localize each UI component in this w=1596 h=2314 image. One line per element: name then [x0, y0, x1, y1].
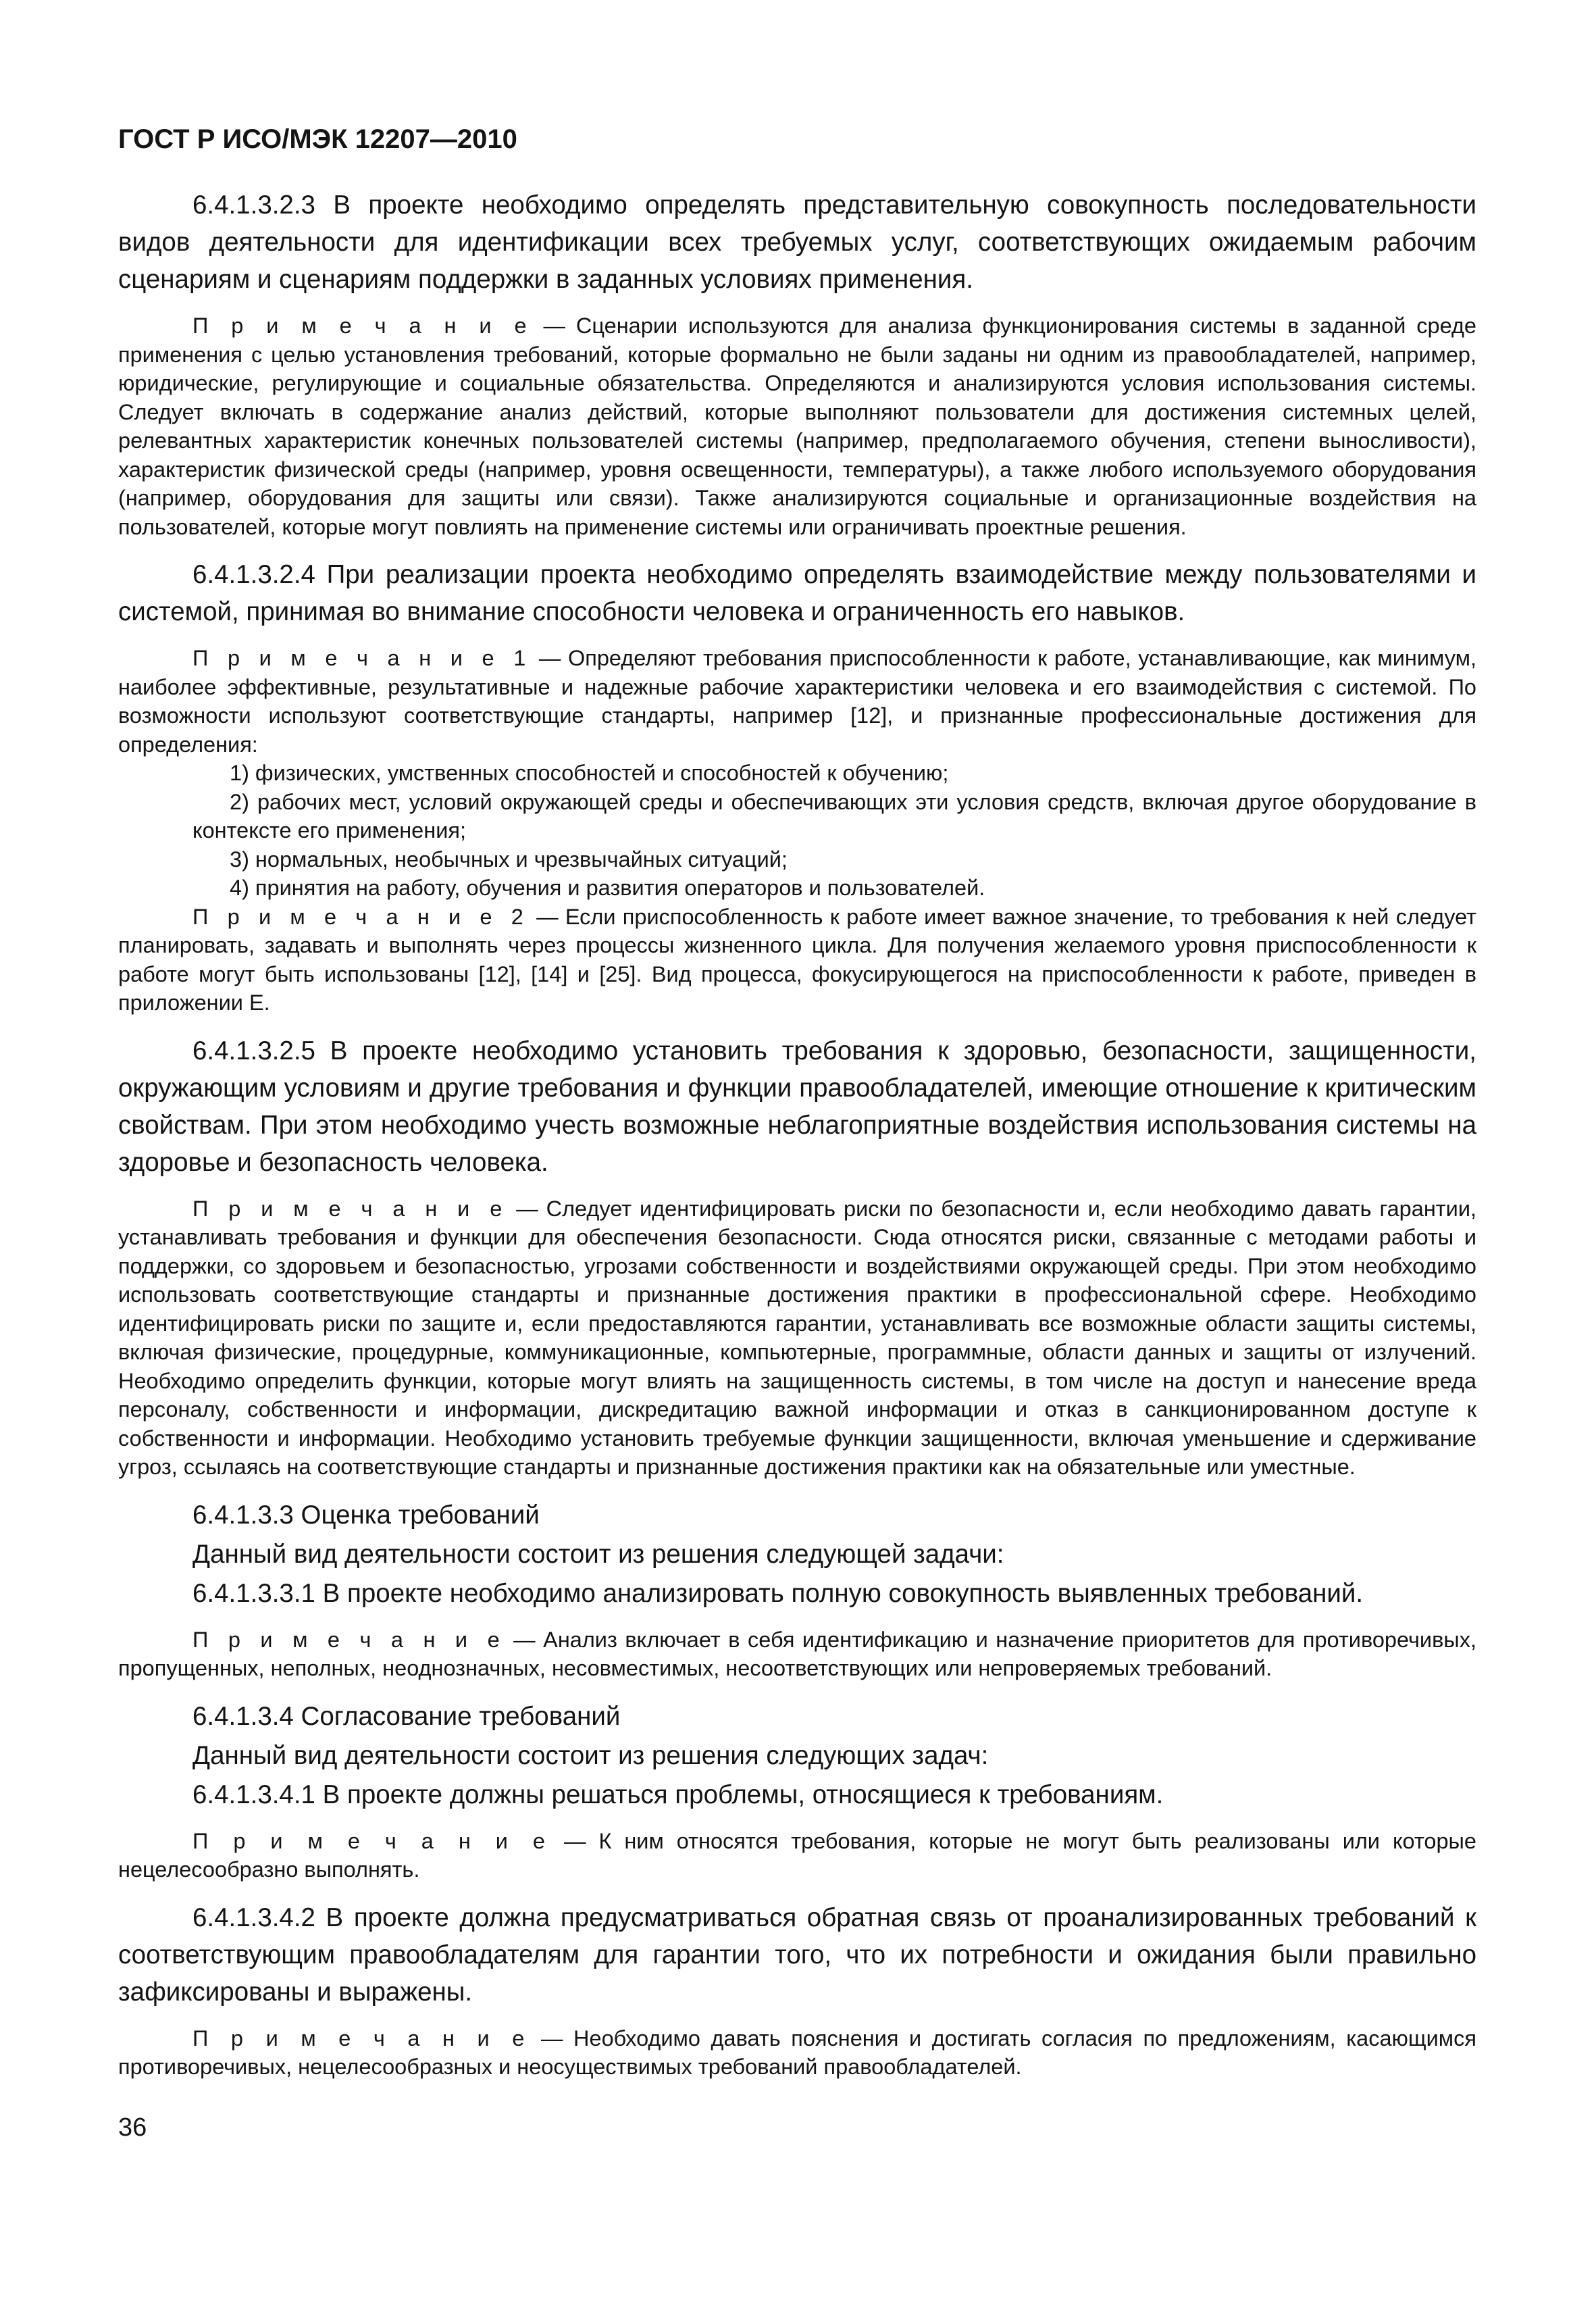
note-text: — Если приспособленность к работе имеет важное значение, то требования к ней следует планировать, задавать и выполнять через процессы жизненного цикла. Для получения желаемого уровня приспособленности к работе могут быть использованы [12], [14] и [25]. Вид процесса, фокусирующегося на приспособленности к работе, приведен в приложении Е. — [118, 904, 1477, 1015]
clause-intro: Данный вид деятельности состоит из решения следующей задачи: — [192, 1539, 1004, 1569]
note-infeasible — [118, 1827, 1476, 1884]
clause-6-4-1-3-2-3: 6.4.1.3.2.3 В проекте необходимо определять представительную совокупность последовательности видов деятельности для идентификации всех требуемых услуг, соответствующих ожидаемым рабочим сценариям и сценариям поддержки в заданных условиях применения. — [118, 191, 1476, 294]
note-clarification — [118, 2024, 1476, 2082]
note-text: — Определяют требования приспособленности к работе, устанавливающие, как минимум, наиболее эффективные, результативные и надежные рабочие характеристики человека и его взаимодействия с системой. По возможности используют соответствующие стандарты, например [12], и признанные профессиональные достижения для определения: — [118, 646, 1477, 757]
note-analysis — [118, 1626, 1476, 1683]
note-label: П р и м е ч а н и е 1 — [192, 646, 532, 670]
note-label: П р и м е ч а н и е — [192, 313, 533, 338]
list-item: 2) рабочих мест, условий окружающей среды и обеспечивающих эти условия средств, включая другое оборудование в контексте его применения; — [192, 789, 1476, 842]
note-text: — Анализ включает в себя идентификацию и назначение приоритетов для противоречивых, пропущенных, неполных, неоднозначных, несовместимых, несоответствующих или непроверяемых требований. — [118, 1627, 1476, 1680]
clause-6-4-1-3-4-1: 6.4.1.3.4.1 В проекте должны решаться проблемы, относящиеся к требованиям. — [192, 1780, 1164, 1809]
note-1-usability — [118, 644, 1476, 759]
note-scenarios — [118, 311, 1476, 541]
note-label: П р и м е ч а н и е — [192, 2026, 531, 2051]
note-text: — Необходимо давать пояснения и достигать согласия по предложениям, касающимся противоречивых, нецелесообразных и неосуществимых требований правообладателей. — [118, 2026, 1476, 2079]
clause-6-4-1-3-4-2: 6.4.1.3.4.2 В проекте должна предусматриваться обратная связь от проанализированных требований к соответствующим правообладателям для гарантии того, что их потребности и ожидания были правильно зафиксированы и выражены. — [118, 1903, 1476, 2007]
note-label: П р и м е ч а н и е — [192, 1196, 509, 1221]
note-text: — К ним относятся требования, которые не могут быть реализованы или которые нецелесообразно выполнять. — [118, 1828, 1476, 1882]
clause-6-4-1-3-2-5: 6.4.1.3.2.5 В проекте необходимо установить требования к здоровью, безопасности, защищенности, окружающим условиям и другие требования и функции правообладателей, имеющие отношение к критическим свойствам. При этом необходимо учесть возможные неблагоприятные воздействия использования системы на здоровье и безопасность человека. — [118, 1036, 1476, 1177]
clause-6-4-1-3-3-1: 6.4.1.3.3.1 В проекте необходимо анализировать полную совокупность выявленных требований. — [192, 1578, 1364, 1608]
clause-6-4-1-3-3: 6.4.1.3.3 Оценка требований — [192, 1500, 540, 1530]
document-header: ГОСТ Р ИСО/МЭК 12207—2010 — [118, 124, 517, 154]
note-security — [118, 1194, 1476, 1482]
clause-intro: Данный вид деятельности состоит из решения следующих задач: — [192, 1740, 989, 1770]
note-2-lifecycle — [118, 903, 1476, 1017]
list-item: 3) нормальных, необычных и чрезвычайных ситуаций; — [230, 847, 788, 872]
note-label: П р и м е ч а н и е — [192, 1828, 551, 1853]
note-text: — Следует идентифицировать риски по безопасности и, если необходимо давать гарантии, устанавливать требования и функции для обеспечения безопасности. Сюда относятся риски, связанные с методами работы и поддержки, со здоровьем и безопасностью, угрозами собственности и воздействиями окружающей среды. При этом необходимо использовать соответствующие стандарты и признанные достижения практики в профессиональной сфере. Необходимо идентифицировать риски по защите и, если предоставляются гарантии, устанавливать все возможные области защиты системы, включая физические, процедурные, коммуникационные, компьютерные, программные, области данных и защиты от излучений. Необходимо определить функции, которые могут влиять на защищенность системы, в том числе на доступ и нанесение вреда персоналу, собственности и информации, дискредитацию важной информации и отказ в санкционированном доступе к собственности и информации. Необходимо установить требуемые функции защищенности, включая уменьшение и сдерживание угроз, ссылаясь на соответствующие стандарты и признанные достижения практики как на обязательные или уместные. — [118, 1196, 1476, 1479]
note-text: — Сценарии используются для анализа функционирования системы в заданной среде применения с целью установления требований, которые формально не были заданы ни одним из правообладателей, например, юридические, регулирующие и социальные обязательства. Определяются и анализируются условия использования системы. Следует включать в содержание анализ действий, которые выполняют пользователи для достижения системных целей, релевантных характеристик конечных пользователей системы (например, предполагаемого обучения, степени выносливости), характеристик физической среды (например, уровня освещенности, температуры), а также любого используемого оборудования (например, оборудования для защиты или связи). Также анализируются социальные и организационные воздействия на пользователей, которые могут повлиять на применение системы или ограничивать проектные решения. — [118, 313, 1476, 539]
note-label: П р и м е ч а н и е — [192, 1627, 506, 1652]
usability-list — [118, 759, 1476, 903]
page-number: 36 — [118, 2113, 147, 2142]
clause-6-4-1-3-2-4: 6.4.1.3.2.4 При реализации проекта необходимо определять взаимодействие между пользователями и системой, принимая во внимание способности человека и ограниченность его навыков. — [118, 560, 1476, 626]
list-item: 4) принятия на работу, обучения и развития операторов и пользователей. — [230, 876, 985, 900]
note-label: П р и м е ч а н и е 2 — [192, 904, 530, 929]
list-item: 1) физических, умственных способностей и способностей к обучению; — [230, 761, 949, 785]
clause-6-4-1-3-4: 6.4.1.3.4 Согласование требований — [192, 1701, 621, 1731]
